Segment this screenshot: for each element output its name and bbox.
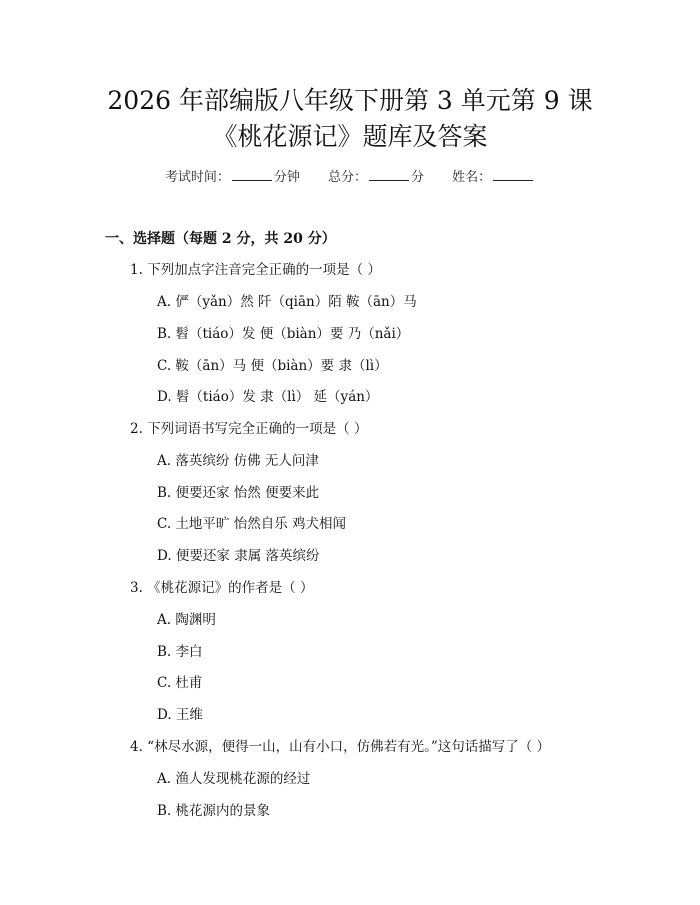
exam-time-blank [232, 168, 272, 181]
question-2-option-d: D. 便要还家 隶属 落英缤纷 [157, 548, 320, 564]
question-2-option-c: C. 土地平旷 怡然自乐 鸡犬相闻 [157, 516, 347, 532]
question-4-stem: 4. “林尽水源，便得一山，山有小口，仿佛若有光。”这句话描写了（ ） [130, 739, 551, 755]
exam-time-field [165, 168, 300, 188]
question-1-option-c: C. 鞍（ān）马 便（biàn）要 隶（lì） [157, 358, 388, 374]
total-score-field [328, 168, 424, 188]
name-blank [493, 168, 533, 181]
question-1-option-d: D. 髫（tiáo）发 隶（lì） 延（yán） [157, 389, 379, 405]
question-1-option-b: B. 髫（tiáo）发 便（biàn）要 乃（nǎi） [157, 326, 410, 342]
question-4-option-b: B. 桃花源内的景象 [157, 803, 271, 819]
question-3-option-b: B. 李白 [157, 644, 203, 660]
question-2-stem: 2. 下列词语书写完全正确的一项是（ ） [130, 421, 368, 437]
question-3-option-c: C. 杜甫 [157, 675, 203, 691]
name-label: 姓名： [452, 170, 492, 185]
question-2-option-b: B. 便要还家 怡然 便要来此 [157, 485, 320, 501]
doc-title-line1: 2026 年部编版八年级下册第 3 单元第 9 课 [107, 86, 593, 115]
name-field [452, 168, 535, 188]
total-score-blank [369, 168, 409, 181]
question-3-stem: 3. 《桃花源记》的作者是（ ） [130, 580, 314, 596]
exam-meta-line [0, 168, 700, 188]
exam-time-unit: 分钟 [273, 170, 300, 185]
question-3-option-d: D. 王维 [157, 707, 203, 723]
section-heading-choice: 一、选择题（每题 2 分，共 20 分） [105, 231, 336, 247]
question-1-stem: 1. 下列加点字注音完全正确的一项是（ ） [130, 262, 381, 278]
total-score-unit: 分 [411, 170, 425, 185]
question-2-option-a: A. 落英缤纷 仿佛 无人问津 [157, 453, 319, 469]
question-1-option-a: A. 俨（yǎn）然 阡（qiān）陌 鞍（ān）马 [157, 294, 417, 310]
question-4-option-a: A. 渔人发现桃花源的经过 [157, 771, 311, 787]
total-score-label: 总分： [327, 170, 367, 185]
question-3-option-a: A. 陶渊明 [157, 612, 216, 628]
exam-time-label: 考试时间： [164, 170, 230, 185]
doc-title-line2: 《桃花源记》题库及答案 [212, 122, 488, 151]
